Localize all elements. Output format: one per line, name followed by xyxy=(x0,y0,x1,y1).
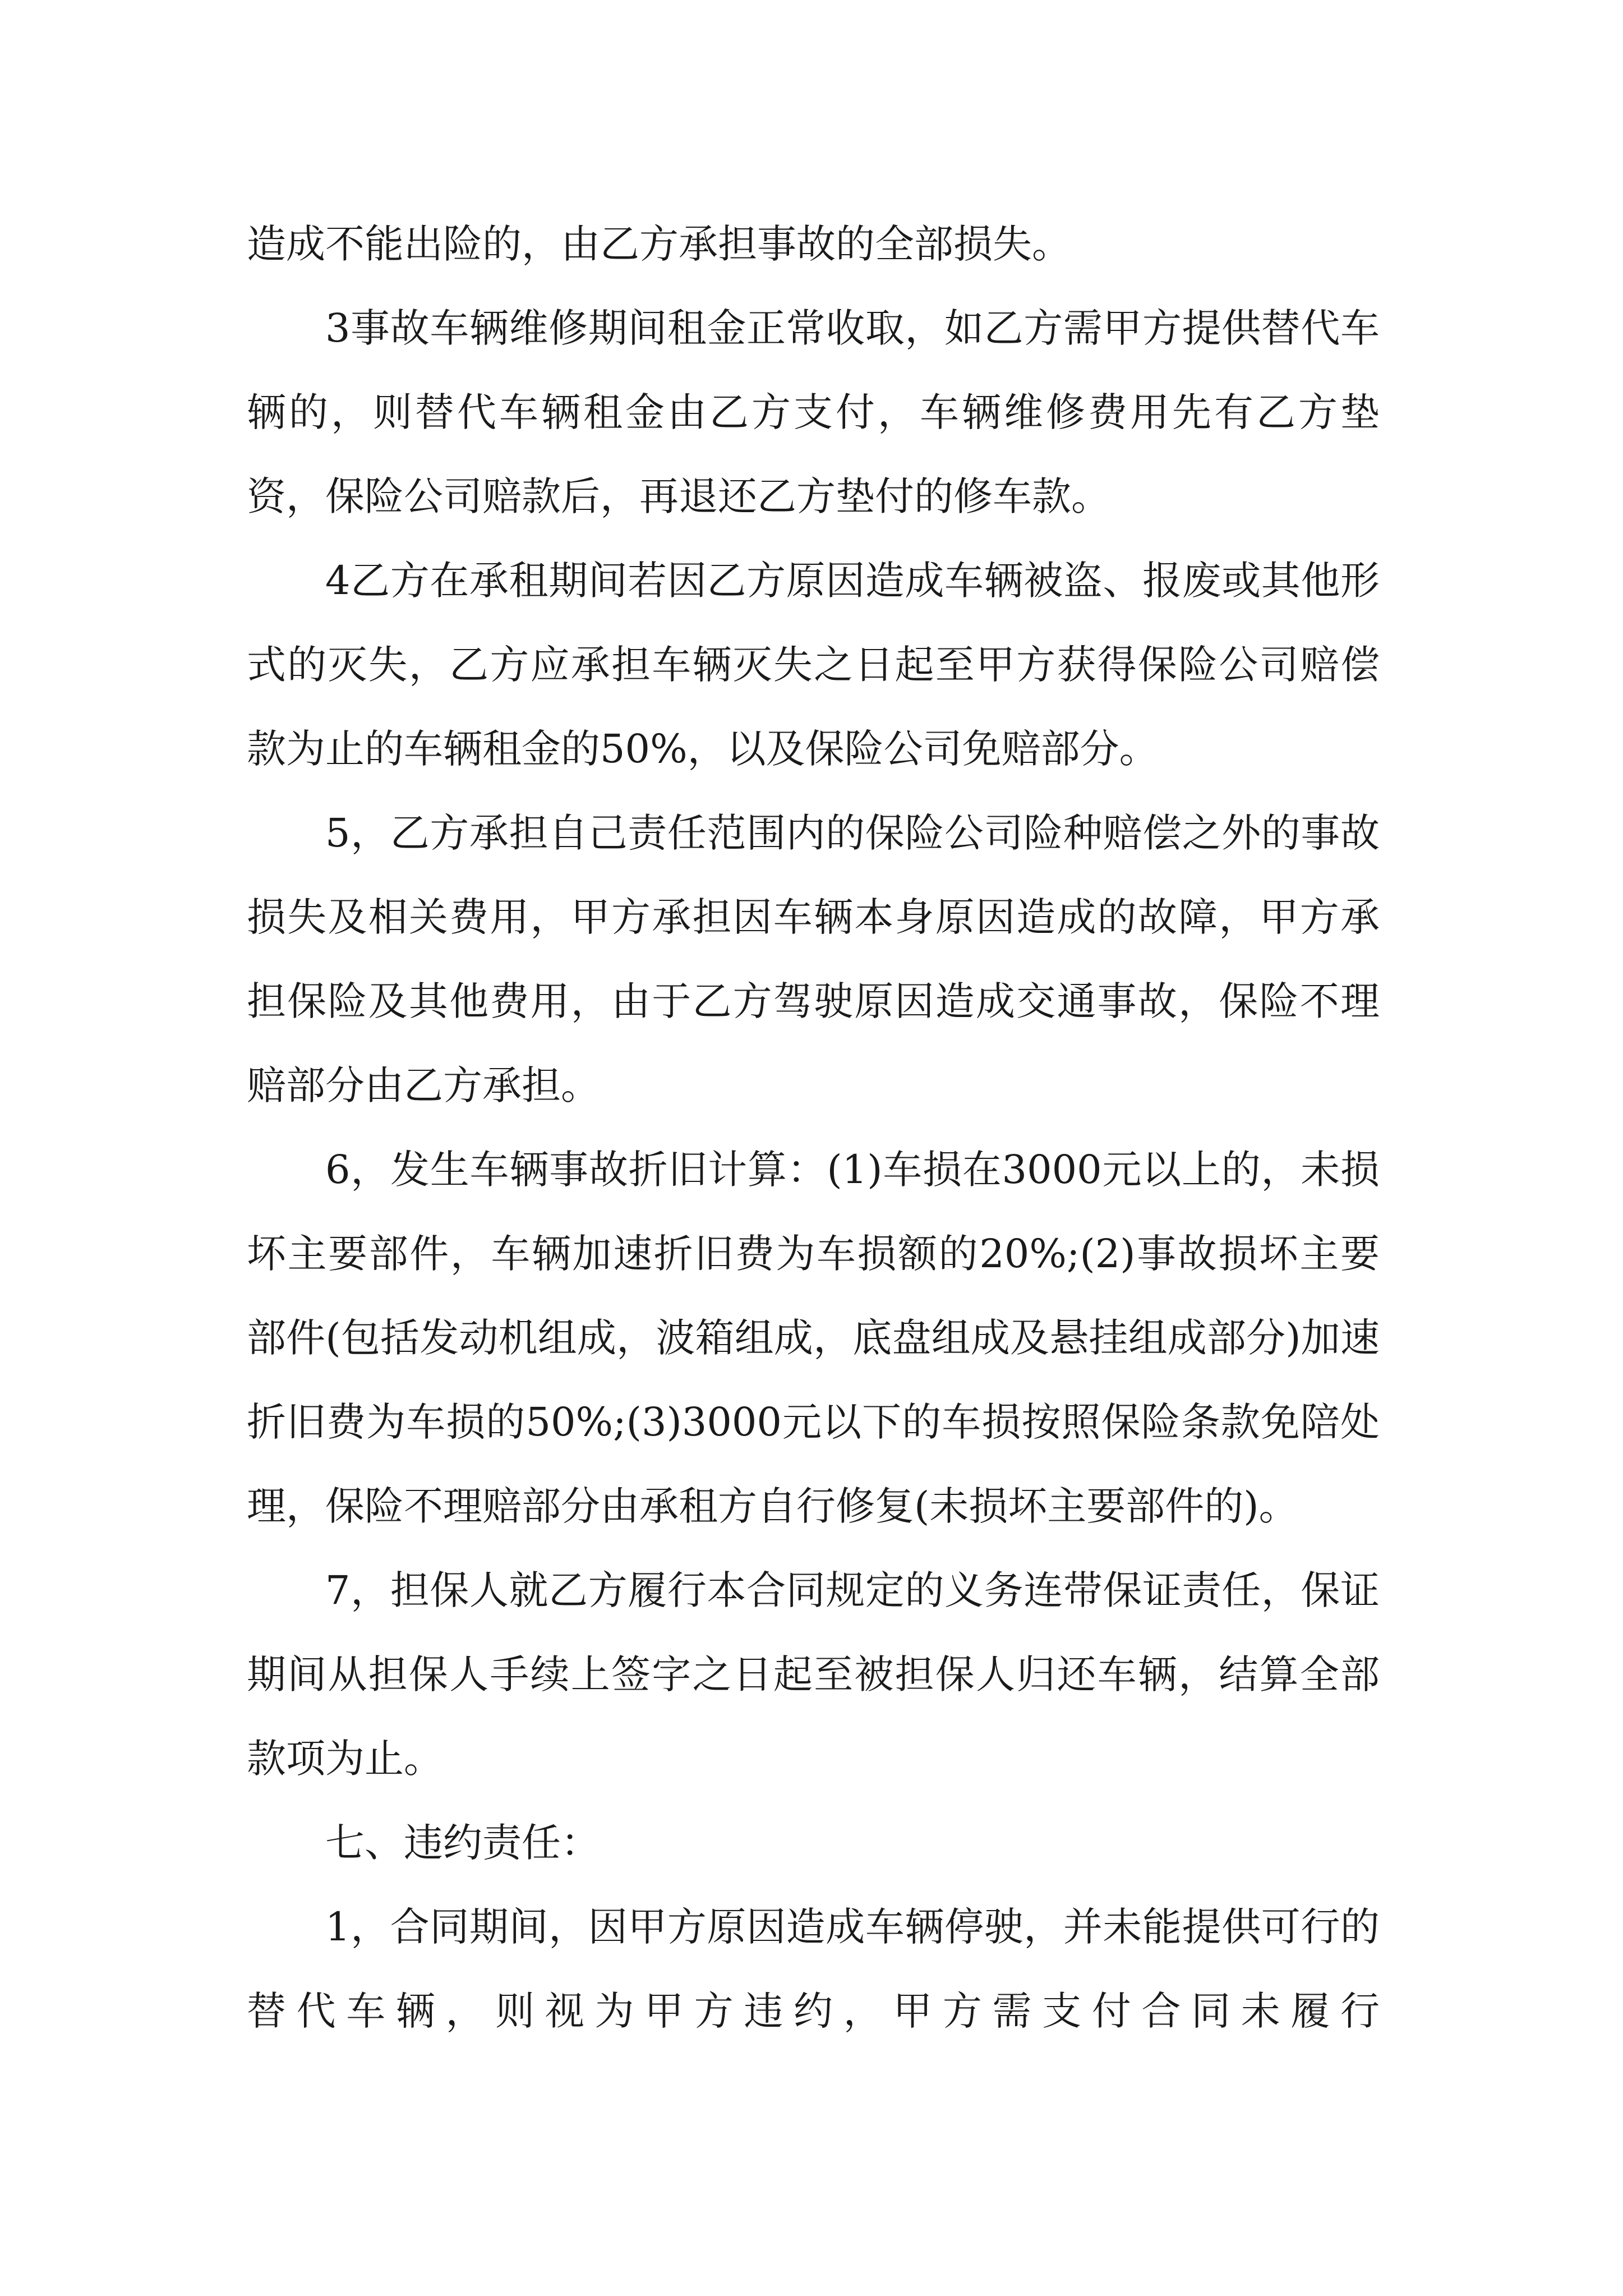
paragraph-clause-3: 3事故车辆维修期间租金正常收取，如乙方需甲方提供替代车辆的，则替代车辆租金由乙方支付，车辆维修费用先有乙方垫资，保险公司赔款后，再退还乙方垫付的修车款。 xyxy=(247,305,1380,519)
document-body xyxy=(247,202,1380,2053)
paragraph-continuation: 造成不能出险的，由乙方承担事故的全部损失。 xyxy=(247,221,1071,267)
paragraph-breach-clause-1: 1，合同期间，因甲方原因造成车辆停驶，并未能提供可行的替代车辆，则视为甲方违约，甲方需支付合同未履行 xyxy=(247,1904,1380,2034)
paragraph-clause-4: 4乙方在承租期间若因乙方原因造成车辆被盗、报废或其他形式的灭失，乙方应承担车辆灭失之日起至甲方获得保险公司赔偿款为止的车辆租金的50%，以及保险公司免赔部分。 xyxy=(247,558,1380,772)
section-heading-breach-liability: 七、违约责任： xyxy=(325,1820,600,1866)
paragraph-clause-6: 6，发生车辆事故折旧计算：(1)车损在3000元以上的，未损坏主要部件，车辆加速折旧费为车损额的20%;(2)事故损坏主要部件(包括发动机组成，波箱组成，底盘组成及悬挂组成部分)加速折旧费为车损的50%;(3)3000元以下的车损按照保险条款免陪处理，保险不理赔部分由承租方自行修复(未损坏主要部件的)。 xyxy=(247,1147,1380,1529)
paragraph-clause-5: 5，乙方承担自己责任范围内的保险公司险种赔偿之外的事故损失及相关费用，甲方承担因车辆本身原因造成的故障，甲方承担保险及其他费用，由于乙方驾驶原因造成交通事故，保险不理赔部分由乙方承担。 xyxy=(247,810,1380,1108)
paragraph-clause-7: 7，担保人就乙方履行本合同规定的义务连带保证责任，保证期间从担保人手续上签字之日起至被担保人归还车辆，结算全部款项为止。 xyxy=(247,1567,1380,1782)
